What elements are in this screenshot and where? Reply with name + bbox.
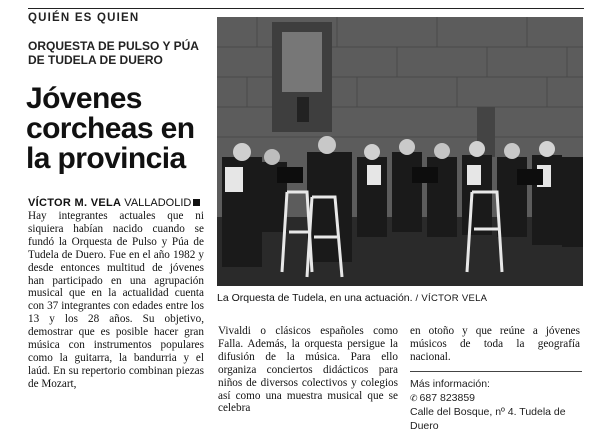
byline <box>28 197 218 209</box>
photo-caption <box>217 292 587 304</box>
byline-location: VALLADOLID <box>124 197 192 209</box>
phone-icon: ✆ <box>410 393 418 403</box>
article-headline: Jóvenes corcheas en la provincia <box>26 82 195 175</box>
article-kicker: ORQUESTA DE PULSO Y PÚA DE TUDELA DE DUERO <box>28 39 199 67</box>
info-phone-line <box>410 391 590 405</box>
byline-square-icon <box>193 199 200 206</box>
info-address: Calle del Bosque, nº 4. Tudela de Duero <box>410 406 566 432</box>
article-body-column-3: en otoño y que reúne a jóvenes músicos de toda la geografía nacional. <box>410 325 580 363</box>
info-heading: Más información: <box>410 378 490 390</box>
info-divider <box>410 371 582 372</box>
byline-author: VÍCTOR M. VELA <box>28 197 122 209</box>
section-top-rule <box>28 8 584 9</box>
orchestra-photo <box>217 17 583 286</box>
photo-caption-text: La Orquesta de Tudela, en una actuación. <box>217 292 413 304</box>
article-body-column-1: Hay integrantes actuales que ni siquiera habían nacido cuando se fundó la Orquesta de Pulso y Púa de Tudela de Duero. Fue en el año 1982 y desde entonces multitud de jóvenes han participado en una agrupación musical que en la actualidad cuenta con 37 integrantes con edades entre los 13 y los 28 años. Su objetivo, demostrar que es posible hacer gran música con instrumentos populares como la guitarra, la bandurria y el laúd. En su repertorio combinan piezas de Mozart, <box>28 210 204 390</box>
article-body-column-2: Vivaldi o clásicos españoles como Falla. Además, la orquesta persigue la difusión de la música. Para ello organiza conciertos didácticos para niños de diversos colectivos y colegios así como una muestra musical que se celebra <box>218 325 398 415</box>
info-box <box>410 377 590 433</box>
orchestra-photo-illustration <box>217 17 583 286</box>
info-phone: 687 823859 <box>419 392 476 404</box>
photo-credit: / VÍCTOR VELA <box>415 293 488 304</box>
section-label: QUIÉN ES QUIEN <box>28 12 140 24</box>
